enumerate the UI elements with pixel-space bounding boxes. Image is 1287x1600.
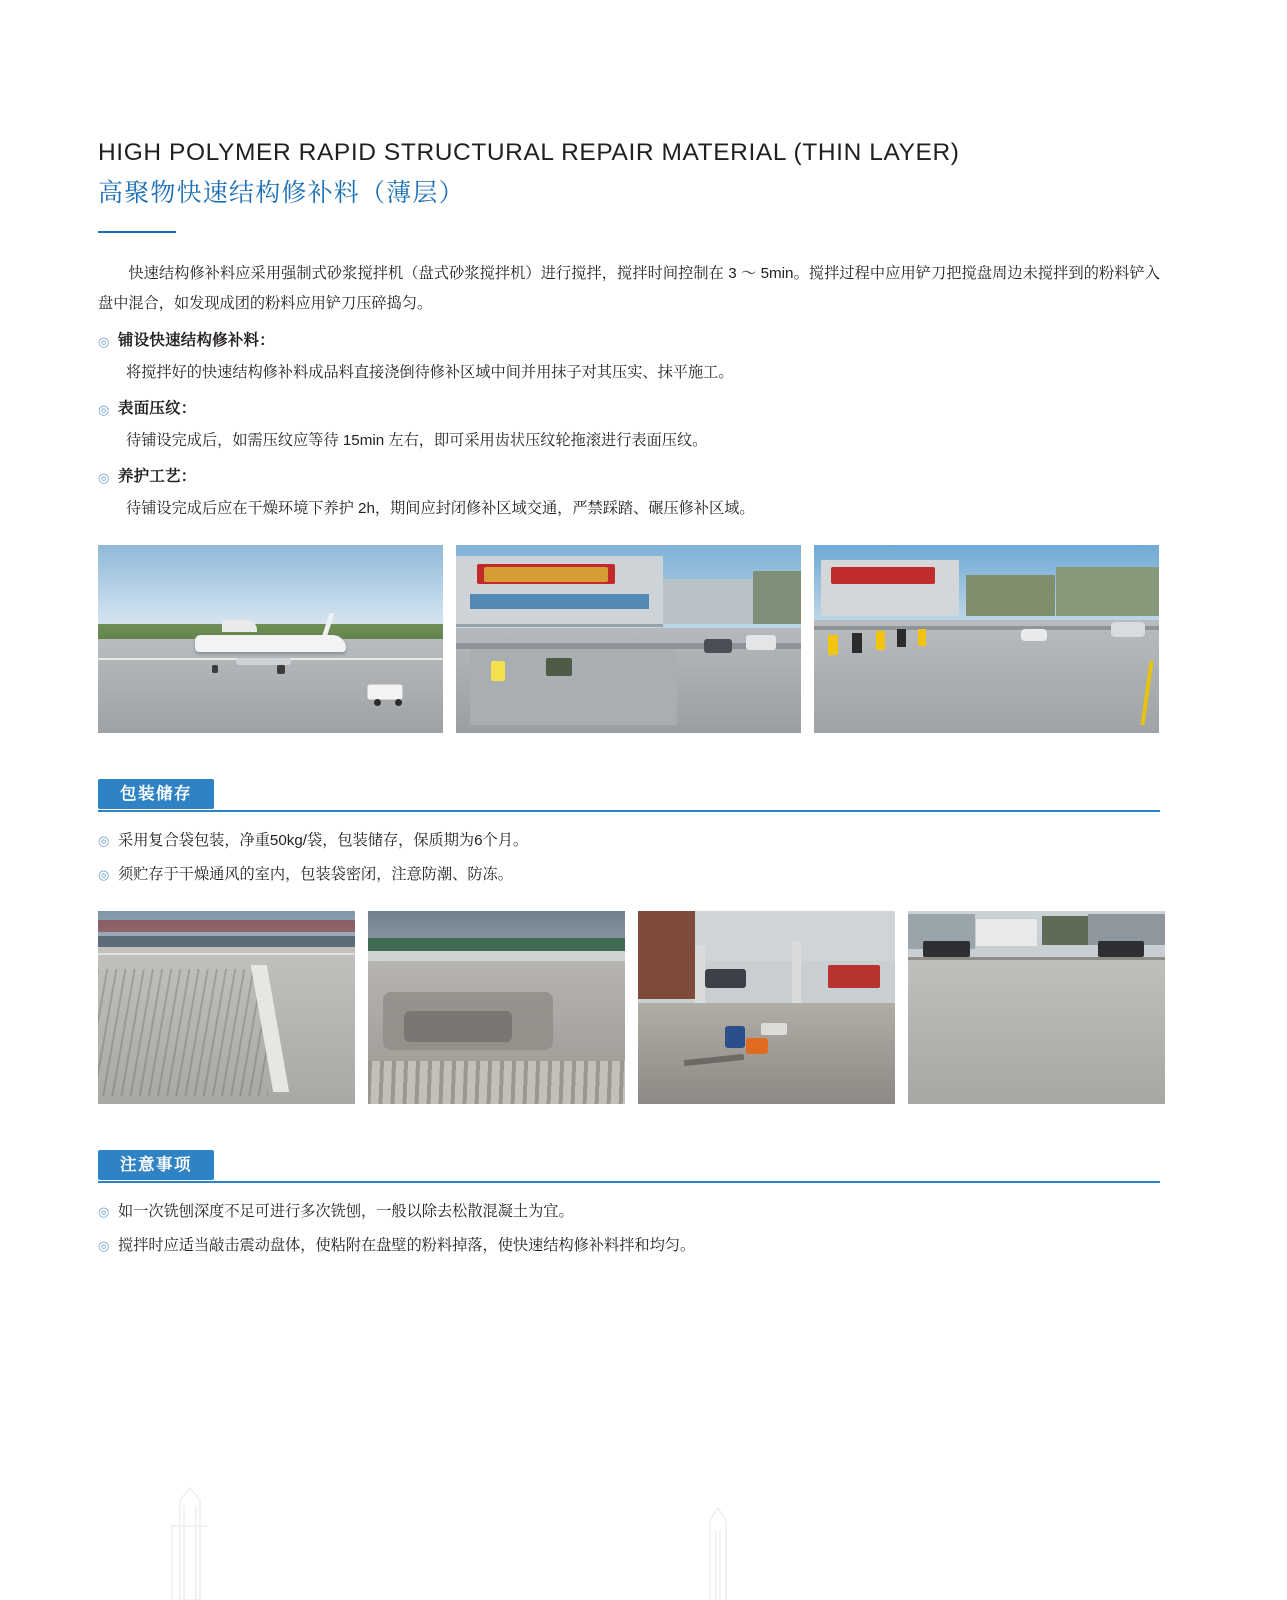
bullet-text: 搅拌时应适当敲击震动盘体，使粘附在盘壁的粉料掉落，使快速结构修补料拌和均匀。 — [118, 1236, 696, 1254]
section-tab-label: 包装储存 — [98, 779, 214, 809]
section-underline — [98, 1181, 1160, 1183]
step-item-1 — [98, 328, 1160, 355]
section-body-packaging — [98, 827, 1160, 1104]
title-divider — [98, 231, 176, 234]
gallery-packaging — [98, 911, 1160, 1104]
step-item-3 — [98, 464, 1160, 491]
photo-gas-station-repair — [638, 911, 895, 1104]
section-precautions — [98, 1150, 1160, 1260]
intro-paragraph: 快速结构修补料应采用强制式砂浆搅拌机（盘式砂浆搅拌机）进行搅拌，搅拌时间控制在 3 ～ 5min。搅拌过程中应用铲刀把搅盘周边未搅拌到的粉料铲入盘中混合，如发现成团的粉料应用铲刀压碎捣匀。 — [98, 265, 1160, 313]
list-item — [98, 827, 1160, 854]
bullet-circle-icon: ◎ — [98, 401, 110, 417]
page-title-english: HIGH POLYMER RAPID STRUCTURAL REPAIR MATERIAL (THIN LAYER) — [98, 139, 960, 166]
photo-commercial-street-repair — [456, 545, 801, 733]
bullet-text: 须贮存于干燥通风的室内，包装袋密闭，注意防潮、防冻。 — [118, 866, 513, 884]
step-title-3: 养护工艺： — [118, 467, 197, 485]
photo-airport-runway — [98, 545, 443, 733]
photo-repaired-pavement-finished — [908, 911, 1165, 1104]
page-title-chinese: 高聚物快速结构修补料（薄层） — [98, 178, 465, 207]
section-underline — [98, 810, 1160, 812]
step-text-3: 待铺设完成后应在干燥环境下养护 2h，期间应封闭修补区域交通，严禁踩踏、碾压修补区域。 — [126, 499, 755, 517]
skyline-watermark-icon — [150, 1480, 790, 1600]
list-item — [98, 1232, 1160, 1259]
section-body-precautions — [98, 1198, 1160, 1260]
bullet-circle-icon: ◎ — [98, 333, 110, 349]
step-title-2: 表面压纹： — [118, 399, 197, 417]
bullet-circle-icon: ◎ — [98, 469, 110, 485]
bullet-circle-icon: ◎ — [98, 832, 110, 848]
list-item — [98, 1198, 1160, 1225]
section-heading-precautions — [98, 1150, 1160, 1180]
gallery-top — [98, 545, 1160, 733]
step-item-2 — [98, 396, 1160, 423]
bullet-circle-icon: ◎ — [98, 867, 110, 883]
section-tab-label: 注意事项 — [98, 1150, 214, 1180]
list-item — [98, 861, 1160, 888]
bullet-circle-icon: ◎ — [98, 1203, 110, 1219]
bullet-circle-icon: ◎ — [98, 1237, 110, 1253]
section-heading-packaging — [98, 779, 1160, 809]
step-text-2: 待铺设完成后，如需压纹应等待 15min 左右，即可采用齿状压纹轮拖滚进行表面压纹。 — [126, 431, 708, 449]
step-text-1: 将搅拌好的快速结构修补料成品料直接浇倒待修补区域中间并用抹子对其压实、抹平施工。 — [126, 363, 734, 381]
photo-damaged-pavement — [368, 911, 625, 1104]
bullet-text: 采用复合袋包装，净重50kg/袋，包装储存，保质期为6个月。 — [118, 831, 529, 849]
photo-street-pavement-finished — [814, 545, 1159, 733]
document-content — [98, 138, 1160, 1259]
step-title-1: 铺设快速结构修补料： — [118, 331, 275, 349]
section-packaging-storage — [98, 779, 1160, 1104]
photo-textured-pavement — [98, 911, 355, 1104]
bullet-text: 如一次铣刨深度不足可进行多次铣刨，一般以除去松散混凝土为宜。 — [118, 1202, 574, 1220]
